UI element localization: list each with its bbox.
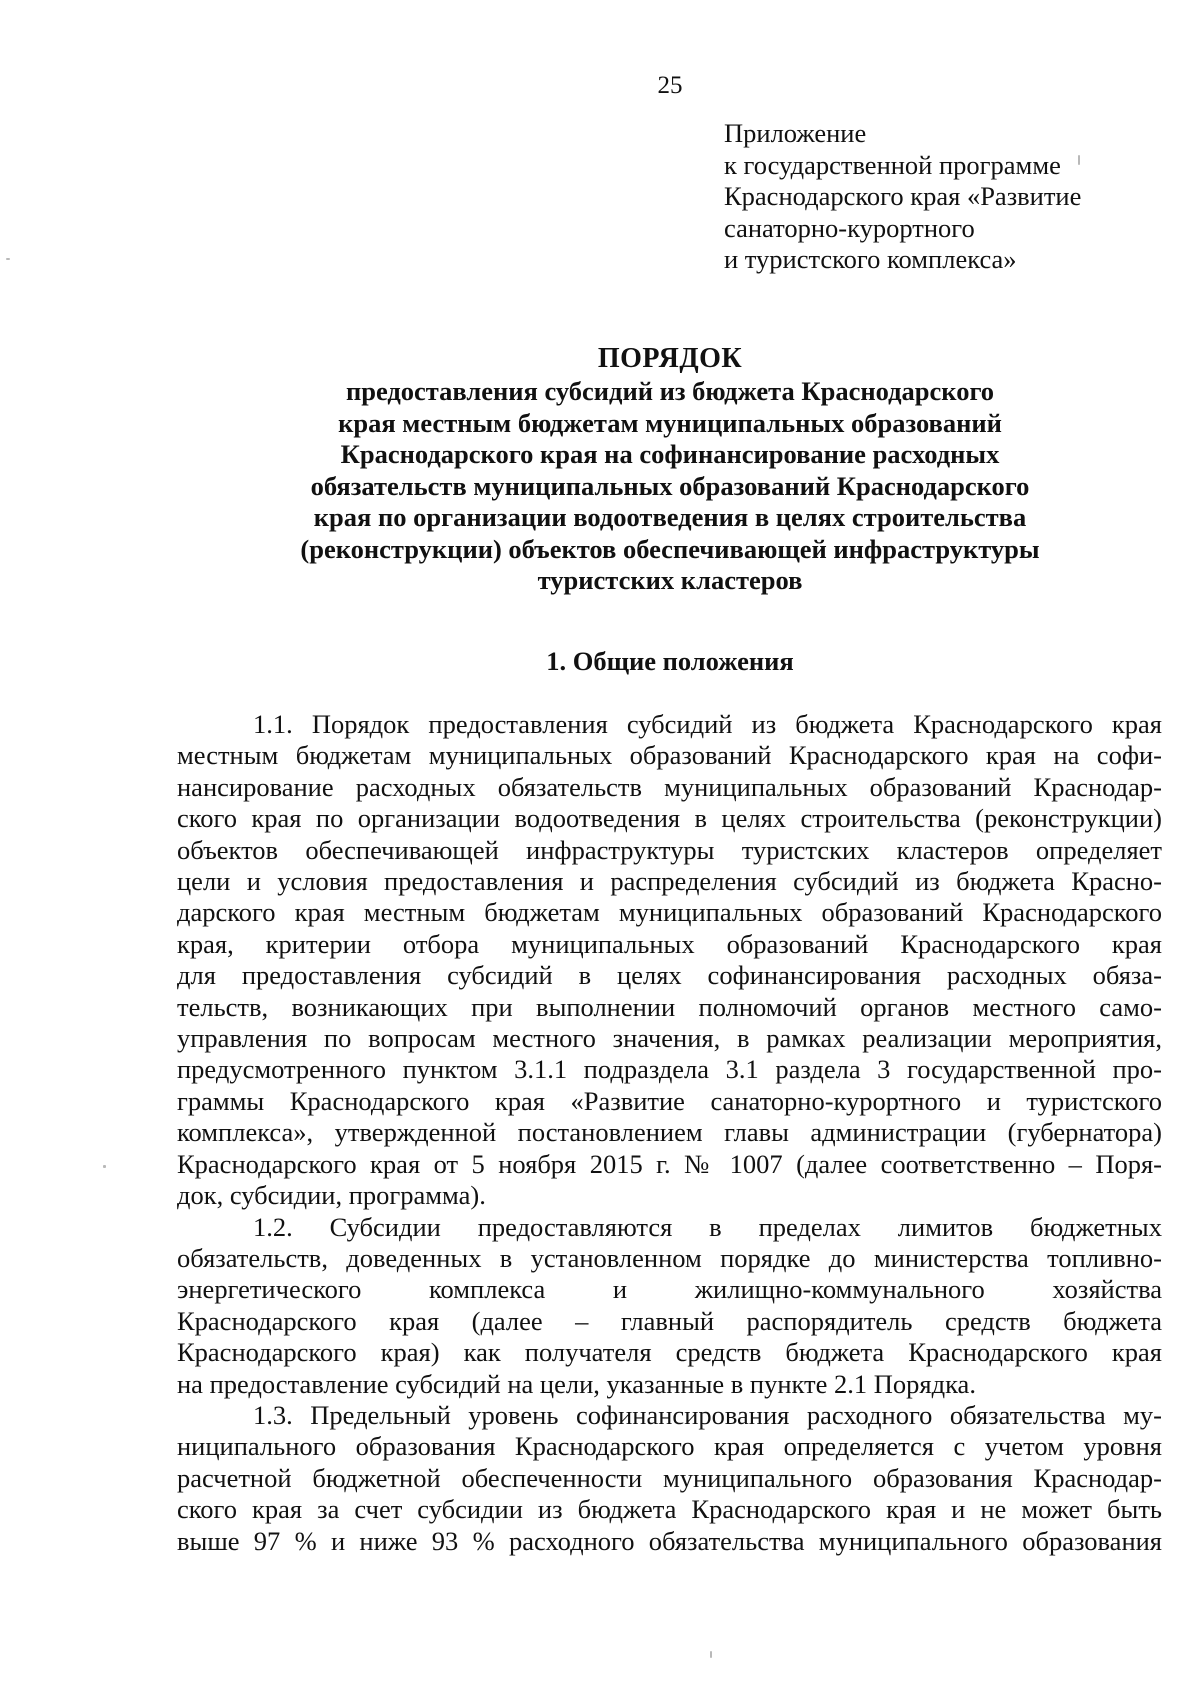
title-line: обязательств муниципальных образований Краснодарского [310, 470, 1030, 501]
paragraph-1-1 [177, 709, 1162, 1212]
text-line: ниципального образования Краснодарского края определяется с учетом уровня [177, 1431, 1162, 1462]
title-line: Краснодарского края на софинансирование расходных [340, 439, 1000, 469]
title-line: края по организации водоотведения в целях строительства [313, 502, 1027, 532]
text-line: 1.3. Предельный уровень софинансирования расходного обязательства му- [253, 1399, 1162, 1430]
paragraph-1-3 [177, 1400, 1162, 1557]
title-line: края местным бюджетам муниципальных образований [338, 407, 1002, 438]
paragraph-1-2 [177, 1212, 1162, 1400]
text-line: объектов обеспечивающей инфраструктуры туристских кластеров определяет [177, 834, 1162, 865]
scan-artifact [710, 1651, 712, 1658]
text-line: Краснодарского края от 5 ноября 2015 г. № 1007 (далее соответственно – Поря- [177, 1148, 1162, 1179]
text-line: комплекса», утвержденной постановлением главы администрации (губернатора) [177, 1117, 1162, 1148]
scan-artifact [6, 258, 10, 260]
text-line: обязательств, доведенных в установленном порядке до министерства топливно- [177, 1242, 1162, 1273]
document-title [180, 342, 1160, 597]
text-line: док, субсидии, программа). [177, 1180, 486, 1211]
text-line: края, критерии отбора муниципальных образований Краснодарского края [177, 928, 1162, 959]
text-line: Краснодарского края) как получателя средств бюджета Краснодарского края [177, 1337, 1162, 1368]
title-main: ПОРЯДОК [597, 343, 743, 374]
text-line: ского края по организации водоотведения в целях строительства (реконструкции) [177, 803, 1162, 834]
section-heading: 1. Общие положения [546, 646, 794, 676]
text-line: ского края за счет субсидии из бюджета Краснодарского края и не может быть [177, 1494, 1162, 1525]
text-line: местным бюджетам муниципальных образований Краснодарского края на софи- [177, 740, 1162, 771]
text-line: 1.2. Субсидии предоставляются в пределах лимитов бюджетных [253, 1211, 1162, 1242]
scan-artifact [103, 1165, 106, 1168]
text-line: дарского края местным бюджетам муниципальных образований Краснодарского [177, 897, 1162, 928]
text-line: цели и условия предоставления и распределения субсидий из бюджета Красно- [177, 866, 1162, 897]
title-line: предоставления субсидий из бюджета Краснодарского [345, 376, 995, 406]
text-line: Краснодарского края (далее – главный распорядитель средств бюджета [177, 1305, 1162, 1336]
text-line: граммы Краснодарского края «Развитие санаторно-курортного и туристского [177, 1085, 1162, 1116]
text-line: на предоставление субсидий на цели, указанные в пункте 2.1 Порядка. [177, 1368, 976, 1399]
text-line: выше 97 % и ниже 93 % расходного обязательства муниципального образования [177, 1525, 1162, 1556]
text-line: нансирование расходных обязательств муниципальных образований Краснодар- [177, 771, 1162, 802]
appendix-line: Приложение [724, 118, 867, 148]
appendix-line: Краснодарского края «Развитие [724, 181, 1082, 211]
title-line: туристских кластеров [537, 565, 803, 595]
document-body [177, 709, 1162, 1557]
text-line: управления по вопросам местного значения, в рамках реализации мероприятия, [177, 1023, 1162, 1054]
title-line: (реконструкции) объектов обеспечивающей инфраструктуры [300, 533, 1040, 564]
appendix-line: к государственной программе [724, 149, 1061, 180]
text-line: энергетического комплекса и жилищно-коммунального хозяйства [177, 1274, 1162, 1305]
text-line: 1.1. Порядок предоставления субсидий из бюджета Краснодарского края [253, 709, 1162, 739]
text-line: тельств, возникающих при выполнении полномочий органов местного само- [177, 991, 1162, 1022]
scan-artifact [1078, 155, 1080, 165]
appendix-line: и туристского комплекса» [724, 244, 1017, 274]
title-subtitle [180, 376, 1160, 597]
text-line: предусмотренного пунктом 3.1.1 подраздела 3.1 раздела 3 государственной про- [177, 1054, 1162, 1085]
appendix-block [724, 118, 1154, 276]
text-line: для предоставления субсидий в целях софинансирования расходных обяза- [177, 960, 1162, 991]
appendix-line: санаторно-курортного [724, 212, 975, 243]
text-line: расчетной бюджетной обеспеченности муниципального образования Краснодар- [177, 1462, 1162, 1493]
page-number: 25 [657, 72, 683, 99]
